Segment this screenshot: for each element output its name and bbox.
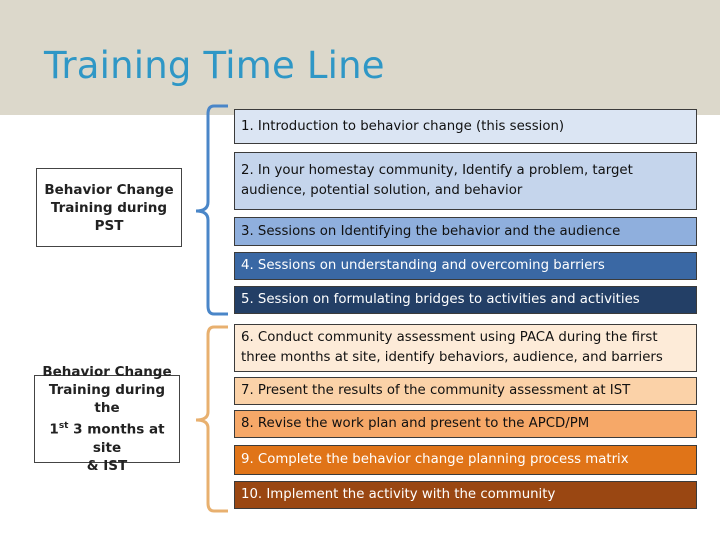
step-7: 7. Present the results of the community assessment at IST [234, 377, 697, 405]
step-1: 1. Introduction to behavior change (this session) [234, 109, 697, 144]
group-label-ist-line3: 1st 3 months at site [49, 421, 165, 456]
step-8: 8. Revise the work plan and present to the APCD/PM [234, 410, 697, 438]
bracket-site-ist [196, 327, 228, 511]
bracket-pst [196, 106, 228, 314]
step-4: 4. Sessions on understanding and overcoming barriers [234, 252, 697, 280]
group-label-pst: Behavior Change Training during PST [44, 181, 174, 234]
group-label-ist-line2: Training during the [48, 382, 166, 417]
step-9: 9. Complete the behavior change planning process matrix [234, 445, 697, 475]
page-title: Training Time Line [44, 44, 385, 87]
step-3: 3. Sessions on Identifying the behavior and the audience [234, 217, 697, 246]
step-6: 6. Conduct community assessment using PACA during the first three months at site, identify behaviors, audience, and barriers [234, 324, 697, 372]
step-2: 2. In your homestay community, Identify a problem, target audience, potential solution, and behavior [234, 152, 697, 210]
group-label-ist-line4: & IST [86, 457, 128, 474]
step-5: 5. Session on formulating bridges to activities and activities [234, 286, 697, 314]
step-10: 10. Implement the activity with the community [234, 481, 697, 509]
group-label-ist-line1: Behavior Change [42, 364, 172, 381]
